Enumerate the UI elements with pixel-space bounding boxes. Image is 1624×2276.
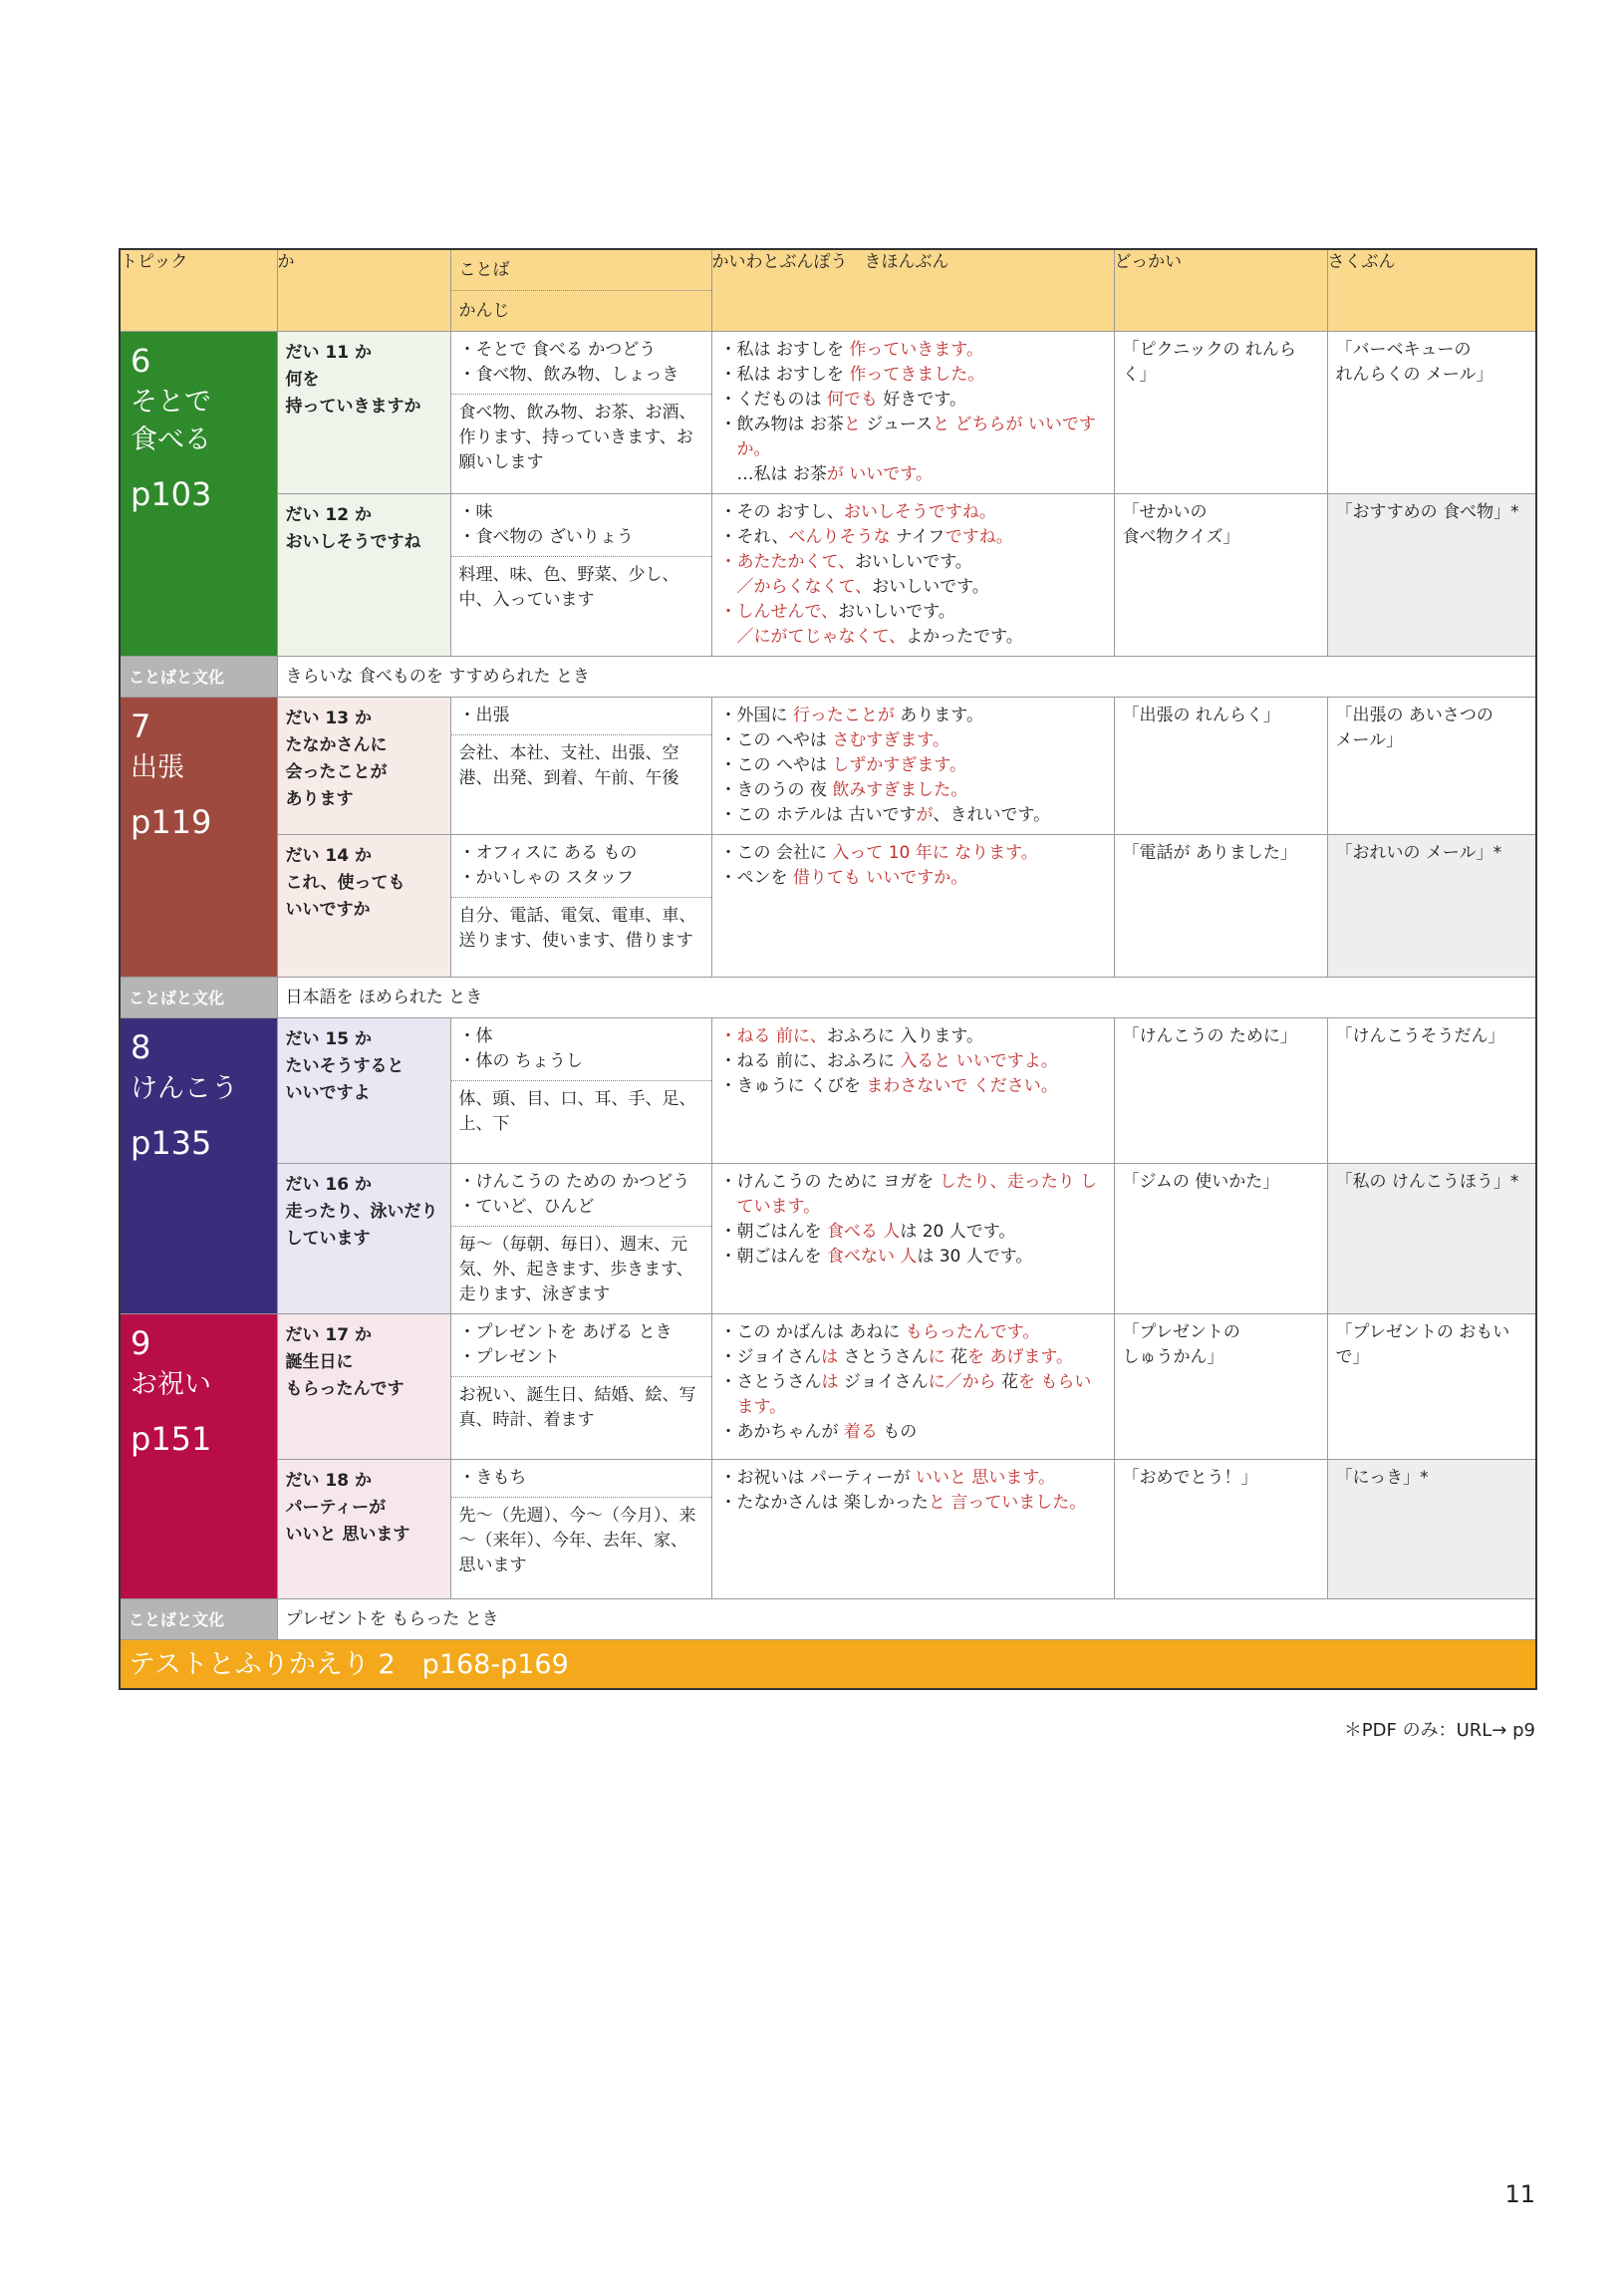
grammar-highlight: を あげます。 xyxy=(966,1347,1074,1367)
kaiwa-line: ・あかちゃんが 着る もの xyxy=(719,1422,918,1442)
lesson-dokkai xyxy=(1114,1164,1327,1314)
grammar-highlight: が いいです。 xyxy=(826,464,933,484)
kaiwa-line: ・けんこうの ために ヨガを したり、走ったり し xyxy=(719,1172,1098,1192)
lesson-row xyxy=(120,1164,1536,1314)
header-sakubun: さくぶん xyxy=(1327,249,1536,332)
ka-line: これ、使っても xyxy=(285,873,406,893)
kotoba-line: ・食べ物、飲み物、しょっき xyxy=(458,365,679,385)
lesson-row xyxy=(120,494,1536,657)
unit-page: p119 xyxy=(131,803,212,841)
lesson-kaiwa xyxy=(711,332,1114,494)
kotoba-line: ・食べ物の ざいりょう xyxy=(458,527,634,547)
lesson-kaiwa xyxy=(711,1164,1114,1314)
grammar-highlight: ・しんせんで、 xyxy=(719,602,839,622)
lesson-sakubun xyxy=(1327,698,1536,835)
ka-line: だい 16 か xyxy=(285,1175,372,1195)
ka-line: だい 13 か xyxy=(285,709,372,728)
kaiwa-line: ・この へやは さむすぎます。 xyxy=(719,730,949,750)
grammar-highlight: と 言っていました。 xyxy=(928,1493,1087,1513)
lesson-ka xyxy=(277,835,450,978)
lesson-kotoba xyxy=(450,332,711,494)
kaiwa-line: ・ペンを 借りても いいですか。 xyxy=(719,868,968,888)
grammar-highlight: に／から xyxy=(928,1372,996,1392)
unit-page: p103 xyxy=(131,475,212,513)
lesson-dokkai xyxy=(1114,835,1327,978)
lesson-dokkai xyxy=(1114,1460,1327,1599)
grammar-highlight: か。 xyxy=(736,439,771,459)
grammar-highlight: おいしそうですね。 xyxy=(843,502,996,522)
grammar-highlight: さむすぎます。 xyxy=(832,730,949,750)
kaiwa-line xyxy=(720,437,1106,462)
ka-line: だい 11 か xyxy=(285,343,372,363)
dokkai-line: 「電話が ありました」 xyxy=(1122,843,1297,863)
ka-line: いいですよ xyxy=(285,1083,371,1103)
ka-line: 走ったり、泳いだり xyxy=(285,1202,438,1222)
kotoba-line: ・けんこうの ための かつどう xyxy=(458,1172,690,1192)
grammar-highlight: ／にがてじゃなくて、 xyxy=(736,627,907,647)
unit-title: けんこう xyxy=(131,1073,238,1104)
grammar-highlight: 借りても いいですか。 xyxy=(792,868,968,888)
grammar-highlight: 行ったことが xyxy=(792,706,895,725)
footnote: ＊PDF のみ：URL→ p9 xyxy=(1343,1720,1535,1741)
kaiwa-line xyxy=(720,1195,1106,1220)
bunka-text: 日本語を ほめられた とき xyxy=(277,978,1536,1018)
kaiwa-line: ・この ホテルは 古いですが、きれいです。 xyxy=(719,805,1051,825)
grammar-highlight: ・ねる 前に、 xyxy=(719,1026,827,1046)
kaiwa-line: ・きゅうに くびを まわさないで ください。 xyxy=(719,1076,1058,1096)
kanji-list: 先～（先週）、今～（今月）、来～（来年）、今年、去年、家、思います xyxy=(451,1497,711,1584)
dokkai-line: 「ピクニックの れんらく」 xyxy=(1122,340,1296,385)
kaiwa-line: ・その おすし、おいしそうですね。 xyxy=(719,502,996,522)
unit-cell xyxy=(120,332,277,657)
lesson-sakubun xyxy=(1327,1460,1536,1599)
lesson-sakubun xyxy=(1327,1314,1536,1460)
kotoba-words xyxy=(451,835,711,897)
lesson-kaiwa xyxy=(711,1460,1114,1599)
ka-line: あります xyxy=(285,789,354,809)
lesson-row xyxy=(120,332,1536,494)
lesson-ka xyxy=(277,698,450,835)
ka-line: たいそうすると xyxy=(285,1056,405,1076)
bunka-row xyxy=(120,1599,1536,1640)
kotoba-line: ・かいしゃの スタッフ xyxy=(458,868,634,888)
ka-line: 持っていきますか xyxy=(285,397,421,417)
header-kotoba: ことば xyxy=(458,260,510,280)
lesson-sakubun xyxy=(1327,835,1536,978)
kotoba-line: ・プレゼント xyxy=(458,1347,560,1367)
dokkai-line: 「プレゼントの xyxy=(1122,1322,1240,1342)
ka-line: 誕生日に xyxy=(285,1352,354,1372)
dokkai-line: しゅうかん」 xyxy=(1122,1347,1224,1367)
grammar-highlight: いいと 思います。 xyxy=(915,1468,1055,1488)
kanji-list: 料理、味、色、野菜、少し、中、入っています xyxy=(451,556,711,619)
dokkai-line: 「おめでとう！」 xyxy=(1122,1468,1258,1488)
kaiwa-line: ・私は おすしを 作ってきました。 xyxy=(719,365,985,385)
lesson-dokkai xyxy=(1114,494,1327,657)
grammar-highlight: したり、走ったり し xyxy=(939,1172,1098,1192)
bunka-text: きらいな 食べものを すすめられた とき xyxy=(277,657,1536,698)
kotoba-words xyxy=(451,1314,711,1376)
lesson-kotoba xyxy=(450,494,711,657)
lesson-kotoba xyxy=(450,698,711,835)
kaiwa-line: ・さとうさんは ジョイさんに／から 花を もらい xyxy=(719,1372,1092,1392)
sakubun-line: 「おれいの メール」* xyxy=(1335,843,1502,863)
grammar-highlight: と どちらが いいです xyxy=(933,415,1096,434)
kotoba-line: ・体の ちょうし xyxy=(458,1051,583,1071)
lesson-row xyxy=(120,1460,1536,1599)
bunka-row xyxy=(120,978,1536,1018)
header-ka: か xyxy=(277,249,450,332)
unit-title: そとで xyxy=(131,387,211,418)
grammar-highlight: ／からくなくて、 xyxy=(736,577,873,597)
dokkai-line: 「出張の れんらく」 xyxy=(1122,706,1280,725)
unit-number: 9 xyxy=(131,1324,151,1362)
bunka-label: ことばと文化 xyxy=(120,1599,277,1640)
unit-number: 7 xyxy=(131,708,151,745)
kaiwa-line: ・たなかさんは 楽しかったと 言っていました。 xyxy=(719,1493,1087,1513)
grammar-highlight: に xyxy=(928,1347,946,1367)
kotoba-line: ・そとで 食べる かつどう xyxy=(458,340,657,360)
unit-number: 8 xyxy=(131,1028,151,1066)
unit-title: 食べる xyxy=(131,425,211,455)
kotoba-line: ・オフィスに ある もの xyxy=(458,843,638,863)
kaiwa-line: ・あたたかくて、おいしいです。 xyxy=(719,552,972,572)
lesson-kotoba xyxy=(450,1314,711,1460)
ka-line: もらったんです xyxy=(285,1379,405,1399)
lesson-kotoba xyxy=(450,1460,711,1599)
syllabus-page xyxy=(119,248,1535,1690)
kotoba-line: ・出張 xyxy=(458,706,510,725)
lesson-kaiwa xyxy=(711,494,1114,657)
grammar-highlight: 食べる 人 xyxy=(826,1222,901,1242)
unit-page: p151 xyxy=(131,1420,212,1458)
grammar-highlight: を もらい xyxy=(1017,1372,1092,1392)
lesson-sakubun xyxy=(1327,1164,1536,1314)
kaiwa-line xyxy=(720,1395,1106,1420)
kaiwa-line: ／からくなくて、おいしいです。 xyxy=(736,577,989,597)
unit-cell xyxy=(120,1018,277,1314)
unit-page: p135 xyxy=(131,1124,212,1162)
syllabus-table xyxy=(119,248,1537,1690)
ka-line: だい 18 か xyxy=(285,1471,372,1491)
ka-line: 何を xyxy=(285,370,320,390)
test-row xyxy=(120,1640,1536,1690)
lesson-ka xyxy=(277,1018,450,1164)
kaiwa-line: ・くだものは 何でも 好きです。 xyxy=(719,390,966,410)
ka-line: だい 14 か xyxy=(285,846,372,866)
unit-title: 出張 xyxy=(131,752,184,783)
kaiwa-line: ・ねる 前に、おふろに 入ります。 xyxy=(719,1026,983,1046)
dokkai-line: 「せかいの xyxy=(1122,502,1208,522)
kotoba-line: ・プレゼントを あげる とき xyxy=(458,1322,673,1342)
ka-line: パーティーが xyxy=(285,1498,387,1518)
ka-line: いいですか xyxy=(285,900,371,920)
kanji-list: お祝い、誕生日、結婚、絵、写真、時計、着ます xyxy=(451,1376,711,1459)
lesson-sakubun xyxy=(1327,1018,1536,1164)
kaiwa-line: ・ねる 前に、おふろに 入ると いいですよ。 xyxy=(719,1051,1058,1071)
lesson-ka xyxy=(277,494,450,657)
dokkai-line: 「ジムの 使いかた」 xyxy=(1122,1172,1280,1192)
lesson-kotoba xyxy=(450,1018,711,1164)
grammar-highlight: 作ってきました。 xyxy=(849,365,985,385)
grammar-highlight: もらったんです。 xyxy=(905,1322,1040,1342)
grammar-highlight: しずかすぎます。 xyxy=(832,755,966,775)
unit-title: お祝い xyxy=(131,1369,211,1400)
kaiwa-line: ・外国に 行ったことが あります。 xyxy=(719,706,983,725)
kaiwa-line: ・お祝いは パーティーが いいと 思います。 xyxy=(719,1468,1055,1488)
header-topic: トピック xyxy=(120,249,277,332)
lesson-dokkai xyxy=(1114,332,1327,494)
sakubun-line: 「にっき」* xyxy=(1335,1468,1429,1488)
header-kanji: かんじ xyxy=(451,290,711,331)
grammar-highlight: ています。 xyxy=(736,1197,821,1217)
unit-cell xyxy=(120,1314,277,1599)
bunka-text: プレゼントを もらった とき xyxy=(277,1599,1536,1640)
bunka-row xyxy=(120,657,1536,698)
kaiwa-line: ・朝ごはんを 食べない 人は 30 人です。 xyxy=(719,1247,1033,1267)
lesson-dokkai xyxy=(1114,1314,1327,1460)
lesson-row xyxy=(120,1314,1536,1460)
kaiwa-line: ・飲み物は お茶と ジュースと どちらが いいです xyxy=(719,415,1096,434)
lesson-kaiwa xyxy=(711,835,1114,978)
kaiwa-line: ・しんせんで、おいしいです。 xyxy=(719,602,955,622)
lesson-ka xyxy=(277,1460,450,1599)
kaiwa-line: ・この へやは しずかすぎます。 xyxy=(719,755,966,775)
kaiwa-line: ／にがてじゃなくて、よかったです。 xyxy=(736,627,1023,647)
ka-line: だい 12 か xyxy=(285,505,372,525)
grammar-highlight: 着る xyxy=(843,1422,878,1442)
kotoba-words xyxy=(451,698,711,734)
lesson-ka xyxy=(277,1164,450,1314)
kaiwa-line: ・ジョイさんは さとうさんに 花を あげます。 xyxy=(719,1347,1074,1367)
grammar-highlight: 作っていきます。 xyxy=(849,340,983,360)
lesson-kaiwa xyxy=(711,1018,1114,1164)
header-dokkai: どっかい xyxy=(1114,249,1327,332)
kaiwa-line: ・私は おすしを 作っていきます。 xyxy=(719,340,983,360)
grammar-highlight: 何でも xyxy=(826,390,878,410)
grammar-highlight: が xyxy=(916,805,934,825)
sakubun-line: 「おすすめの 食べ物」* xyxy=(1335,502,1519,522)
kaiwa-line: ・朝ごはんを 食べる 人は 20 人です。 xyxy=(719,1222,1016,1242)
lesson-sakubun xyxy=(1327,332,1536,494)
lesson-row xyxy=(120,1018,1536,1164)
lesson-sakubun xyxy=(1327,494,1536,657)
kaiwa-line: ・この 会社に 入って 10 年に なります。 xyxy=(719,843,1038,863)
bunka-label: ことばと文化 xyxy=(120,657,277,698)
ka-line: だい 17 か xyxy=(285,1325,372,1345)
dokkai-line: 「けんこうの ために」 xyxy=(1122,1026,1297,1046)
lesson-kotoba xyxy=(450,1164,711,1314)
grammar-highlight: は xyxy=(821,1347,839,1367)
lesson-kaiwa xyxy=(711,1314,1114,1460)
kanji-list: 毎～（毎朝、毎日）、週末、元気、外、起きます、歩きます、走ります、泳ぎます xyxy=(451,1226,711,1313)
sakubun-line: 「バーベキューの xyxy=(1335,340,1472,360)
header-kotoba-kanji xyxy=(450,249,711,332)
kanji-list: 体、頭、目、口、耳、手、足、上、下 xyxy=(451,1080,711,1163)
unit-cell xyxy=(120,698,277,978)
grammar-highlight: 入って 10 年に なります。 xyxy=(832,843,1038,863)
grammar-highlight: 飲みすぎました。 xyxy=(832,780,968,800)
kaiwa-line: ・きのうの 夜 飲みすぎました。 xyxy=(719,780,968,800)
sakubun-line: メール」 xyxy=(1335,730,1404,750)
dokkai-line: 食べ物クイズ」 xyxy=(1122,527,1240,547)
lesson-dokkai xyxy=(1114,1018,1327,1164)
unit-number: 6 xyxy=(131,342,151,380)
bunka-label: ことばと文化 xyxy=(120,978,277,1018)
kotoba-words xyxy=(451,1164,711,1226)
sakubun-line: 「出張の あいさつの xyxy=(1335,706,1493,725)
header-row xyxy=(120,249,1536,332)
lesson-kotoba xyxy=(450,835,711,978)
sakubun-line: 「プレゼントの おもいで」 xyxy=(1335,1322,1510,1367)
grammar-highlight: べんりそうな xyxy=(788,527,891,547)
header-kaiwa: かいわとぶんぽう きほんぶん xyxy=(711,249,1114,332)
grammar-highlight: と xyxy=(843,415,861,434)
lesson-ka xyxy=(277,1314,450,1460)
lesson-kaiwa xyxy=(711,698,1114,835)
grammar-highlight: ・あたたかくて、 xyxy=(719,552,856,572)
lesson-ka xyxy=(277,332,450,494)
kotoba-line: ・味 xyxy=(458,502,493,522)
grammar-highlight: は xyxy=(821,1372,839,1392)
test-label: テストとふりかえり 2 p168-p169 xyxy=(120,1640,1536,1690)
kanji-list: 食べ物、飲み物、お茶、お酒、作ります、持っていきます、お願いします xyxy=(451,394,711,481)
lesson-dokkai xyxy=(1114,698,1327,835)
kaiwa-line: ・この かばんは あねに もらったんです。 xyxy=(719,1322,1040,1342)
ka-line: おいしそうですね xyxy=(285,532,421,552)
kotoba-line: ・体 xyxy=(458,1026,493,1046)
ka-line: だい 15 か xyxy=(285,1029,372,1049)
ka-line: いいと 思います xyxy=(285,1525,410,1545)
sakubun-line: 「私の けんこうほう」* xyxy=(1335,1172,1519,1192)
kaiwa-line: ・それ、べんりそうな ナイフですね。 xyxy=(719,527,1013,547)
lesson-row xyxy=(120,698,1536,835)
grammar-highlight: 食べない 人 xyxy=(826,1247,918,1267)
ka-line: たなかさんに xyxy=(285,735,388,755)
kanji-list: 会社、本社、支社、出張、空港、出発、到着、午前、午後 xyxy=(451,734,711,817)
kotoba-words xyxy=(451,1018,711,1080)
kotoba-words xyxy=(451,494,711,556)
kotoba-words xyxy=(451,1460,711,1497)
grammar-highlight: ます。 xyxy=(736,1397,787,1417)
grammar-highlight: まわさないで ください。 xyxy=(866,1076,1058,1096)
page-number: 11 xyxy=(1504,2180,1535,2208)
kotoba-words xyxy=(451,332,711,394)
ka-line: しています xyxy=(285,1229,371,1249)
lesson-row xyxy=(120,835,1536,978)
grammar-highlight: 入ると いいですよ。 xyxy=(900,1051,1058,1071)
sakubun-line: れんらくの メール」 xyxy=(1335,365,1493,385)
kotoba-line: ・ていど、ひんど xyxy=(458,1197,595,1217)
kotoba-line: ・きもち xyxy=(458,1468,527,1488)
grammar-highlight: ですね。 xyxy=(945,527,1013,547)
sakubun-line: 「けんこうそうだん」 xyxy=(1335,1026,1505,1046)
kaiwa-line: …私は お茶が いいです。 xyxy=(719,464,933,484)
ka-line: 会ったことが xyxy=(285,762,388,782)
kanji-list: 自分、電話、電気、電車、車、送ります、使います、借ります xyxy=(451,897,711,960)
